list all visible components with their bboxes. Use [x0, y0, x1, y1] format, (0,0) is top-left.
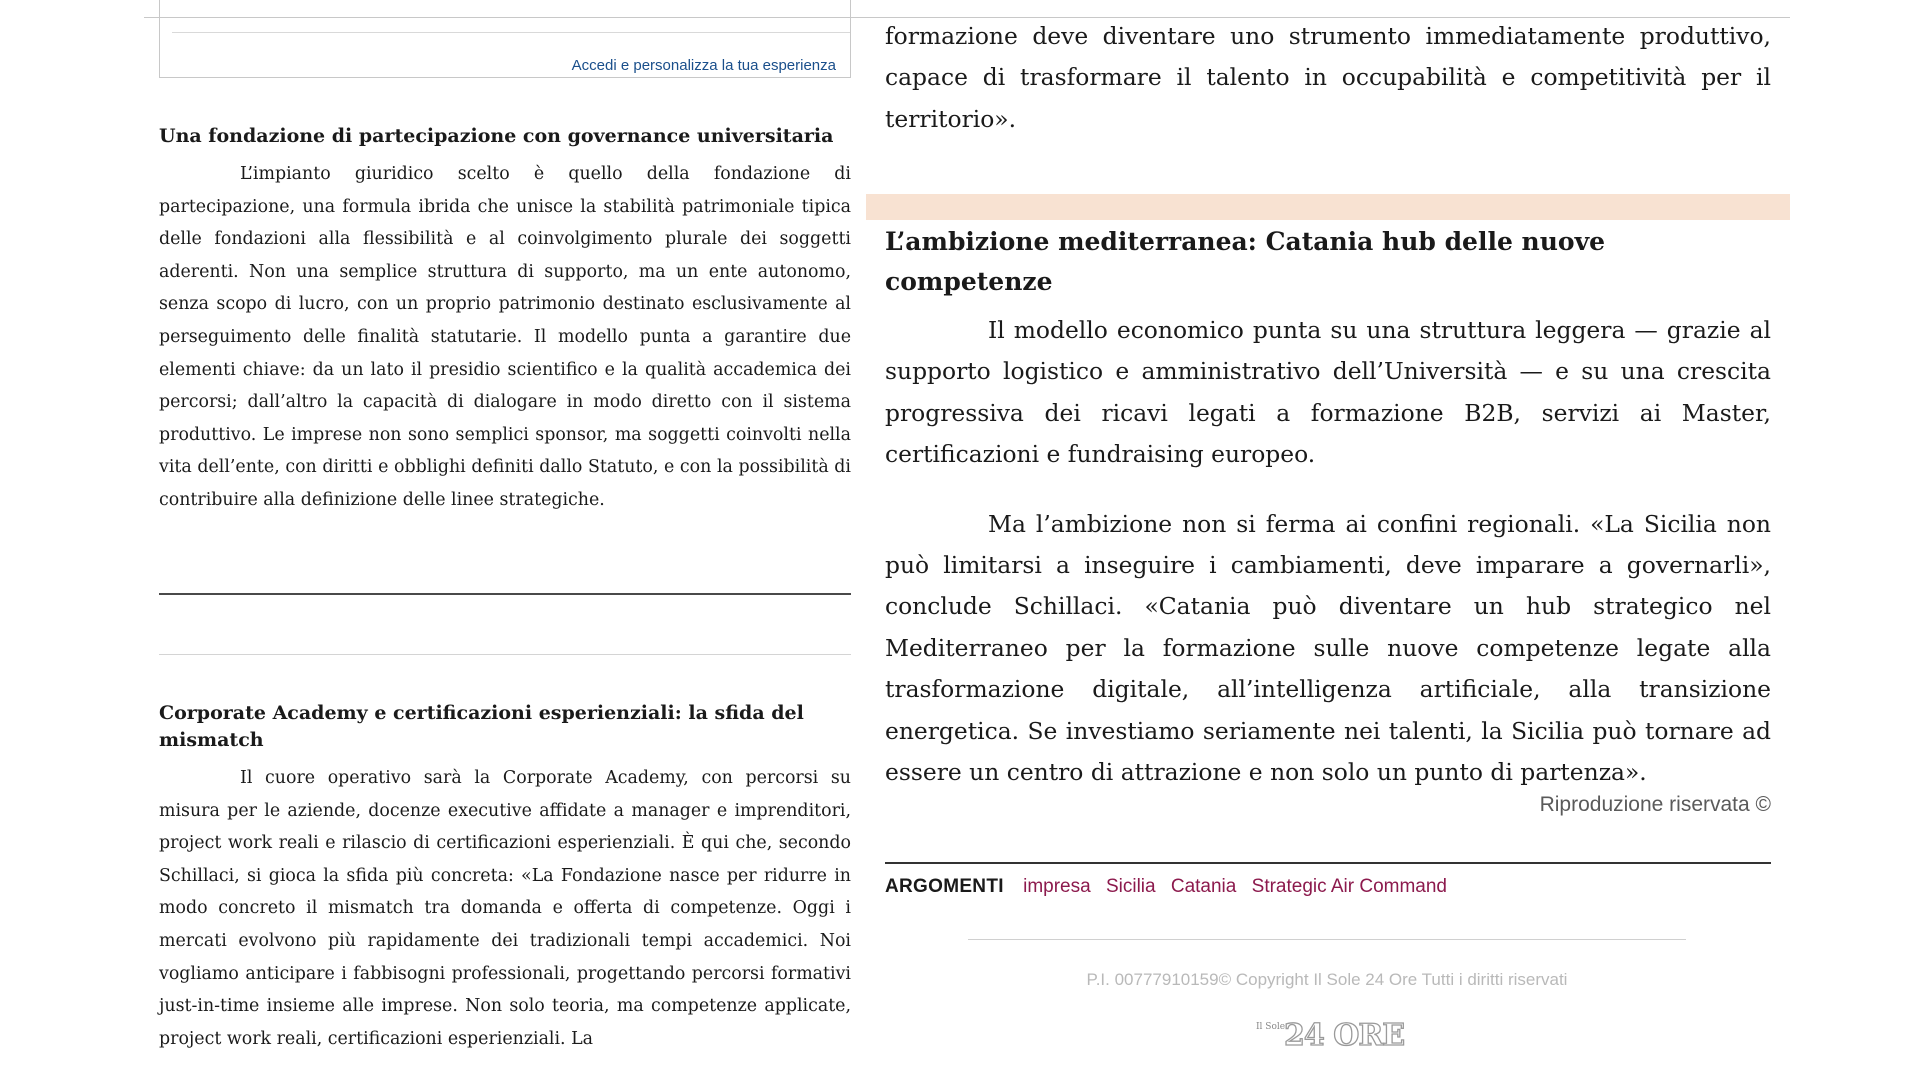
article-paragraph: Il modello economico punta su una struttura leggera — grazie al supporto logistico e amministrativo dell’Università — e su una crescita progressiva dei ricavi legati a formazione B2B, servizi ai Master, certificazioni e fundraising europeo.	[885, 316, 1771, 469]
topics-label: ARGOMENTI	[885, 876, 1004, 897]
login-box-inner-divider	[172, 32, 850, 33]
footer-copyright: P.I. 00777910159© Copyright Il Sole 24 Ore Tutti i diritti riservati	[1086, 970, 1568, 989]
article-paragraph: formazione deve diventare uno strumento immediatamente produttivo, capace di trasformare il talento in occupabilità e competitività per il territorio».	[885, 22, 1771, 133]
left-section-corporate-academy	[159, 700, 851, 1055]
section-divider-light	[159, 654, 851, 655]
right-article-continuation	[885, 16, 1771, 140]
topics-divider	[885, 862, 1771, 864]
login-link[interactable]: Accedi e personalizza la tua esperienza	[571, 57, 836, 74]
section-heading: L’ambizione mediterranea: Catania hub delle nuove competenze	[885, 227, 1606, 296]
left-section-governance	[159, 123, 851, 517]
sole-24-ore-logo[interactable]	[1256, 1018, 1405, 1056]
logo-big-text: 24 ORE	[1284, 1018, 1405, 1053]
section-body: L’impianto giuridico scelto è quello della fondazione di partecipazione, una formula ibrida che unisce la stabilità patrimoniale tipica delle fondazioni alla flessibilità e al coinvolgimento plurale dei soggetti aderenti. Non una semplice struttura di supporto, ma un ente autonomo, senza scopo di lucro, con un proprio patrimonio destinato esclusivamente al perseguimento delle finalità statutarie. Il modello punta a garantire due elementi chiave: da un lato il presidio scientifico e la qualità accademica dei percorsi; dall’altro la capacità di dialogare in modo diretto con il sistema produttivo. Le imprese non sono semplici sponsor, ma soggetti coinvolti nella vita dell’ente, con diritti e obblighi definiti dallo Statuto, e con la possibilità di contribuire alla definizione delle linee strategiche.	[159, 164, 851, 510]
footer-divider	[968, 939, 1686, 940]
logo-small-text: Il Sole	[1256, 1022, 1286, 1032]
copyright-notice: Riproduzione riservata ©	[1539, 793, 1771, 816]
topic-tag-catania[interactable]: Catania	[1170, 876, 1237, 897]
right-section-mediterranean	[885, 222, 1771, 793]
section-heading: Una fondazione di partecipazione con governance universitaria	[159, 125, 834, 147]
section-heading: Corporate Academy e certificazioni esperienziali: la sfida del mismatch	[159, 702, 804, 751]
topic-tag-strategic-air-command[interactable]: Strategic Air Command	[1251, 876, 1447, 897]
topics-bar	[885, 876, 1457, 898]
section-divider	[159, 593, 851, 595]
article-paragraph: Ma l’ambizione non si ferma ai confini regionali. «La Sicilia non può limitarsi a inseguire i cambiamenti, deve imparare a governarli», conclude Schillaci. «Catania può diventare un hub strategico nel Mediterraneo per la formazione sulle nuove competenze legate alla trasformazione digitale, all’intelligenza artificiale, alla transizione energetica. Se investiamo seriamente nei talenti, la Sicilia può tornare ad essere un centro di attrazione e non solo un punto di partenza».	[885, 509, 1771, 787]
topic-tag-sicilia[interactable]: Sicilia	[1105, 876, 1156, 897]
highlight-band	[866, 194, 1790, 220]
topic-tag-impresa[interactable]: impresa	[1023, 876, 1091, 897]
login-box	[159, 0, 851, 78]
section-body: Il cuore operativo sarà la Corporate Academy, con percorsi su misura per le aziende, docenze executive affidate a manager e imprenditori, project work reali e rilascio di certificazioni esperienziali. È qui che, secondo Schillaci, si gioca la sfida più concreta: «La Fondazione nasce per ridurre in modo concreto il mismatch tra domanda e offerta di competenze. Oggi i mercati evolvono più rapidamente dei tradizionali tempi accademici. Noi vogliamo anticipare i fabbisogni professionali, progettando percorsi formativi just-in-time insieme alle imprese. Non solo teoria, ma competenze applicate, project work reali, certificazioni esperienziali. La	[159, 768, 851, 1049]
